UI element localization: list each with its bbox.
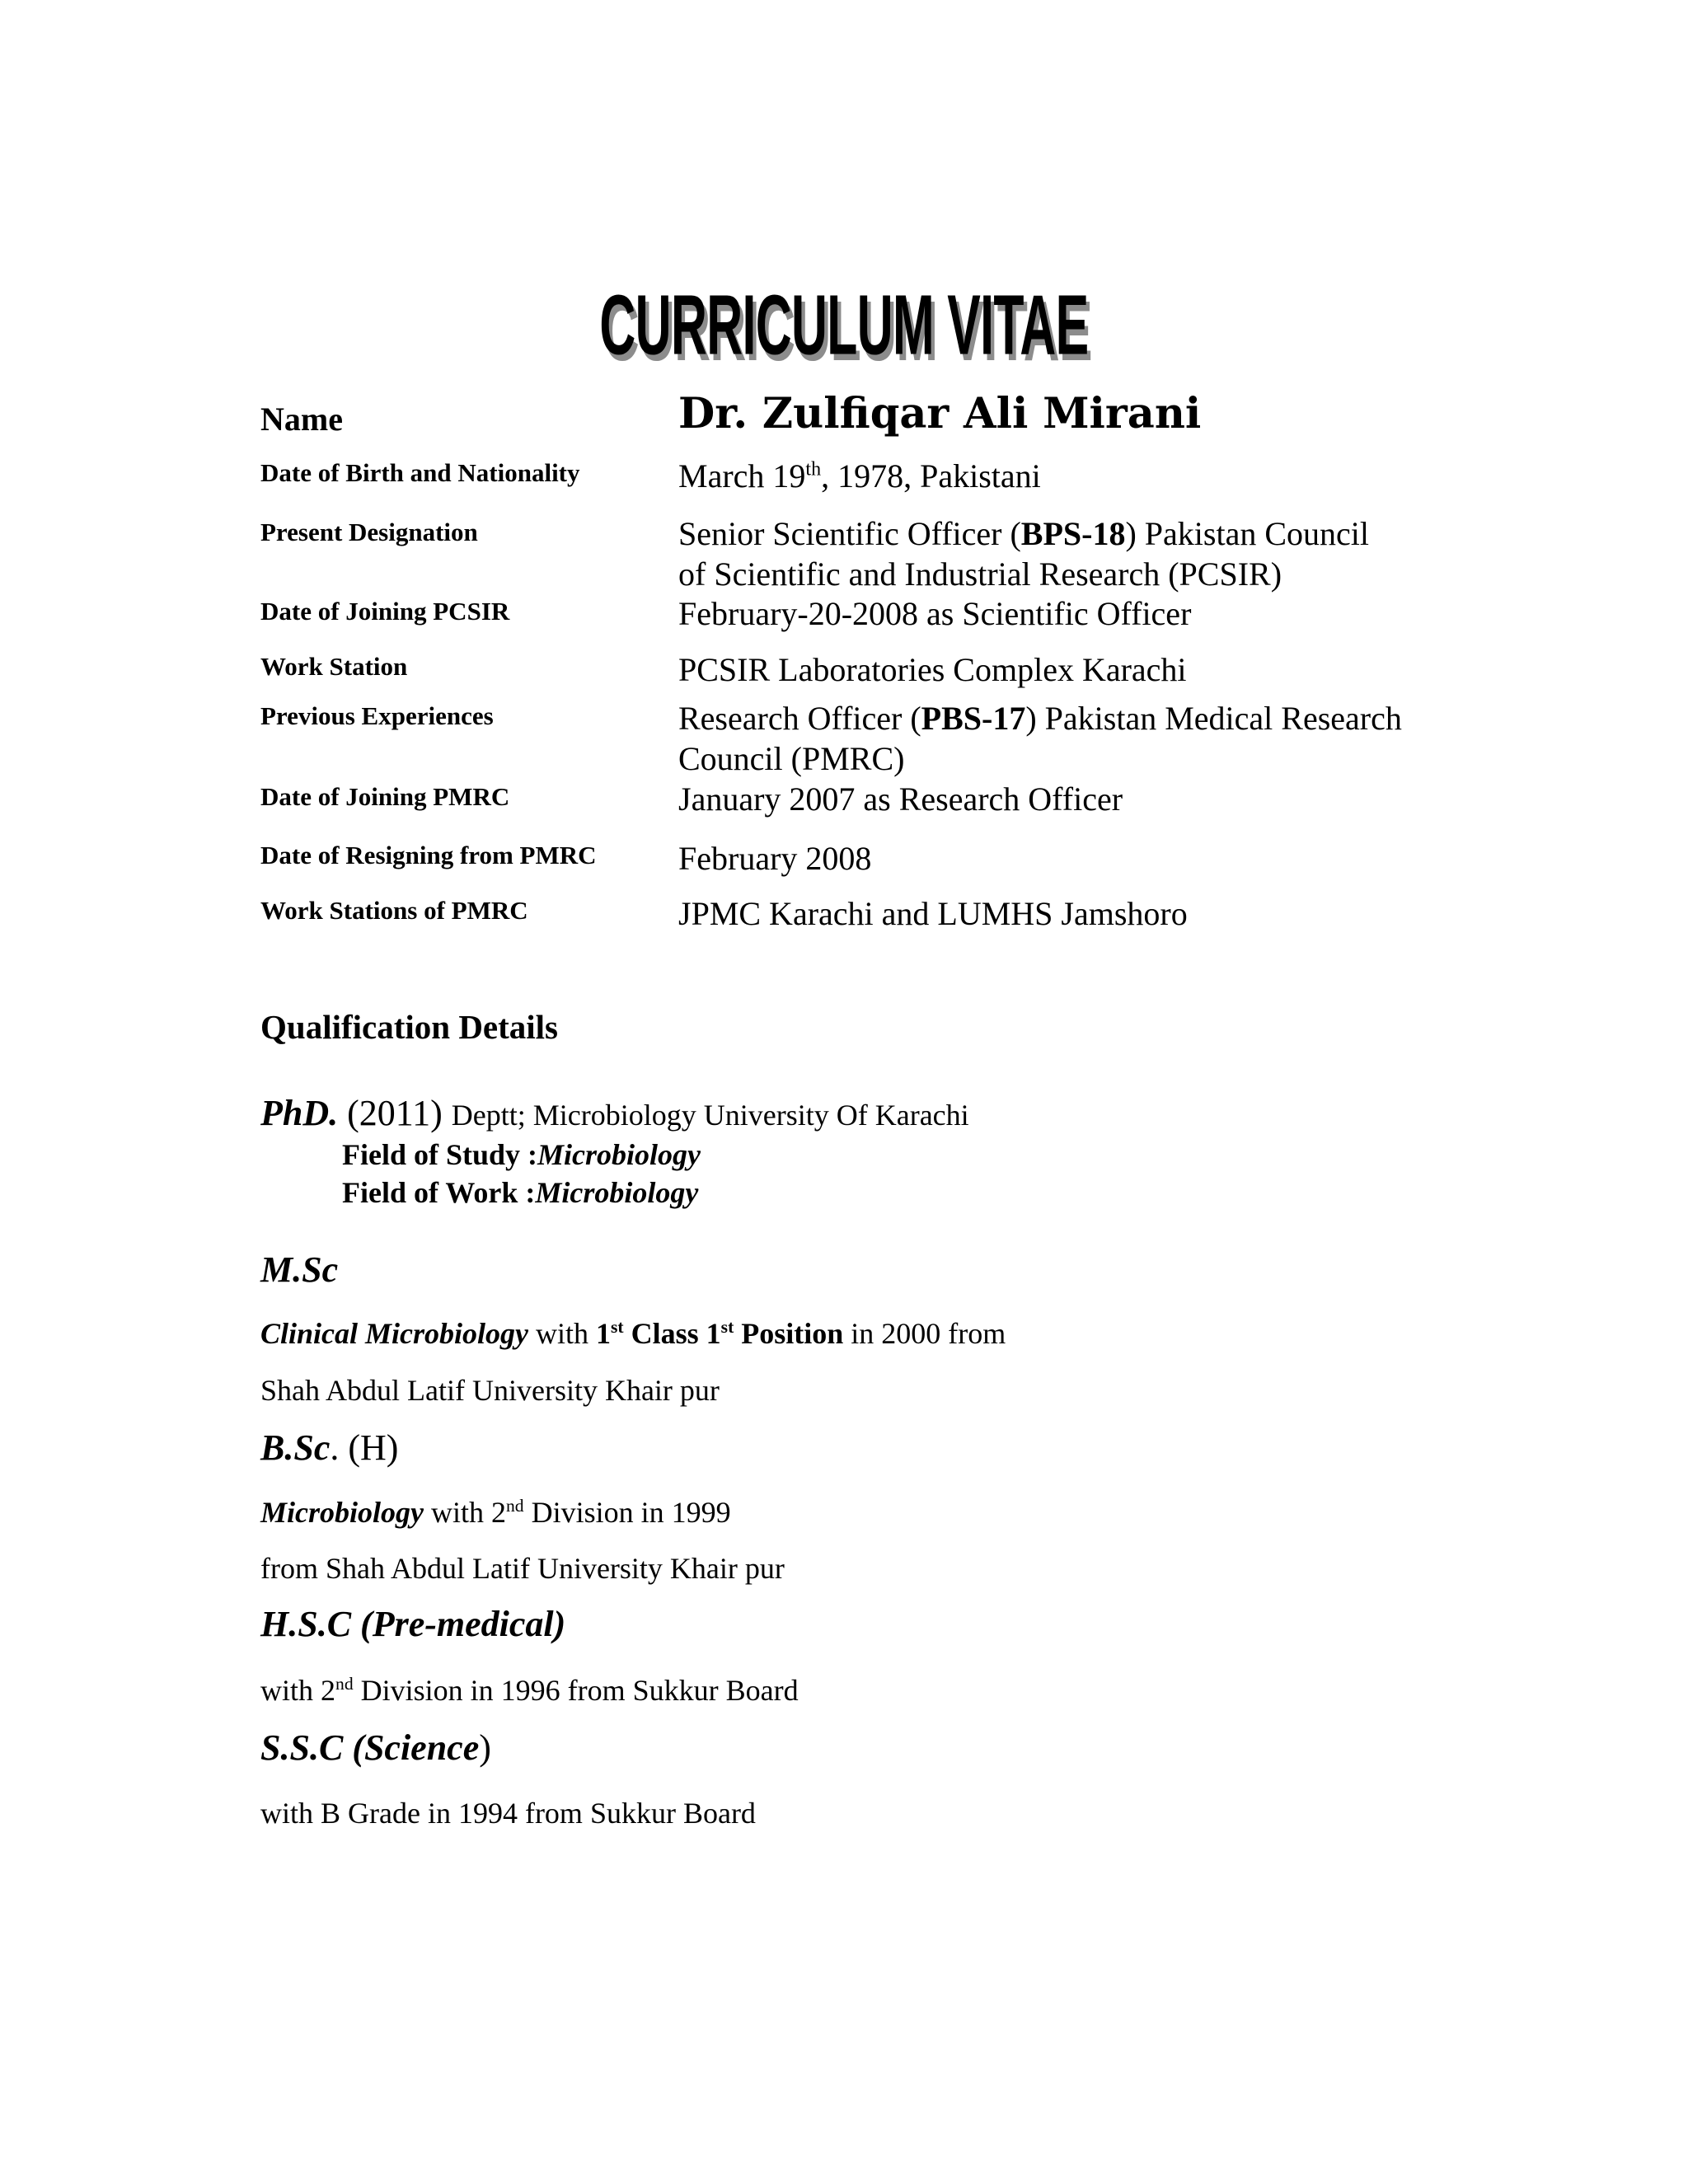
designation-value xyxy=(678,513,1503,594)
hsc-sup: nd xyxy=(335,1674,354,1694)
ssc-degree-line xyxy=(260,1727,491,1769)
dob-label: Date of Birth and Nationality xyxy=(260,458,580,487)
prev-exp-grade: PBS-17 xyxy=(921,700,1026,737)
joining-pmrc-value: January 2007 as Research Officer xyxy=(678,780,1123,818)
joining-pcsir-label: Date of Joining PCSIR xyxy=(260,597,510,626)
ssc-detail: with B Grade in 1994 from Sukkur Board xyxy=(260,1797,756,1830)
dob-rest: , 1978, Pakistani xyxy=(821,457,1041,494)
phd-line xyxy=(260,1092,969,1134)
prev-exp-line2: Council (PMRC) xyxy=(678,740,905,777)
joining-pmrc-label: Date of Joining PMRC xyxy=(260,782,510,811)
prev-exp-post: ) Pakistan Medical Research xyxy=(1025,700,1402,737)
hsc-post: Division in 1996 from Sukkur Board xyxy=(353,1674,799,1707)
stations-pmrc-label: Work Stations of PMRC xyxy=(260,896,528,925)
dob-sup: th xyxy=(805,458,822,480)
msc-class-num: 1 xyxy=(596,1317,612,1350)
msc-pos-sup: st xyxy=(720,1317,734,1337)
msc-institution: Shah Abdul Latif University Khair pur xyxy=(260,1374,720,1407)
field-work-label: Field of Work : xyxy=(342,1176,536,1209)
name-label: Name xyxy=(260,401,343,438)
prev-exp-value xyxy=(678,698,1503,779)
field-study-label: Field of Study : xyxy=(342,1138,538,1171)
phd-field-work xyxy=(342,1175,698,1210)
designation-label: Present Designation xyxy=(260,518,478,546)
bsc-with: with 2 xyxy=(423,1496,506,1529)
bsc-degree-suffix: . (H) xyxy=(330,1427,399,1468)
joining-pcsir-value: February-20-2008 as Scientific Officer xyxy=(678,595,1192,632)
name-value: Dr. Zulfiqar Ali Mirani xyxy=(678,389,1202,438)
prev-exp-label: Previous Experiences xyxy=(260,701,494,730)
msc-year: in 2000 from xyxy=(843,1317,1006,1350)
msc-pos-word: Position xyxy=(734,1317,844,1350)
field-study-value: Microbiology xyxy=(537,1138,701,1171)
hsc-detail xyxy=(260,1673,799,1708)
msc-detail xyxy=(260,1316,1006,1351)
work-station-value: PCSIR Laboratories Complex Karachi xyxy=(678,651,1187,688)
phd-detail: Deptt; Microbiology University Of Karachi xyxy=(451,1099,969,1132)
bsc-detail xyxy=(260,1495,731,1530)
bsc-div-sup: nd xyxy=(506,1496,524,1516)
designation-post: ) Pakistan Council xyxy=(1125,515,1369,552)
phd-year: (2011) xyxy=(347,1093,443,1133)
bsc-subject: Microbiology xyxy=(260,1496,424,1529)
dob-value xyxy=(678,456,1503,496)
bsc-institution: from Shah Abdul Latif University Khair pur xyxy=(260,1552,785,1585)
msc-class-word: Class xyxy=(623,1317,706,1350)
hsc-pre: with 2 xyxy=(260,1674,336,1707)
qualification-heading: Qualification Details xyxy=(260,1008,559,1046)
msc-with: with xyxy=(528,1317,597,1350)
ssc-degree: S.S.C (Science xyxy=(260,1727,480,1768)
designation-grade: BPS-18 xyxy=(1020,515,1126,552)
bsc-div-text: Division in 1999 xyxy=(523,1496,731,1529)
resign-pmrc-label: Date of Resigning from PMRC xyxy=(260,841,597,869)
msc-class-sup: st xyxy=(611,1317,624,1337)
hsc-degree: H.S.C (Pre-medical) xyxy=(260,1604,566,1644)
dob-month: March 19 xyxy=(678,457,806,494)
stations-pmrc-value: JPMC Karachi and LUMHS Jamshoro xyxy=(678,895,1188,932)
ssc-degree-close: ) xyxy=(479,1727,491,1768)
bsc-degree-line xyxy=(260,1427,398,1469)
resign-pmrc-value: February 2008 xyxy=(678,840,872,877)
cv-title: CURRICULUM VITAE xyxy=(599,277,1089,373)
msc-subject: Clinical Microbiology xyxy=(260,1317,529,1350)
phd-field-study xyxy=(342,1137,701,1172)
field-work-value: Microbiology xyxy=(535,1176,699,1209)
work-station-label: Work Station xyxy=(260,652,408,681)
prev-exp-pre: Research Officer ( xyxy=(678,700,921,737)
bsc-degree: B.Sc xyxy=(260,1427,331,1468)
phd-degree: PhD. xyxy=(260,1093,339,1133)
designation-pre: Senior Scientific Officer ( xyxy=(678,515,1021,552)
msc-pos-num: 1 xyxy=(706,1317,721,1350)
msc-degree: M.Sc xyxy=(260,1249,339,1290)
designation-line2: of Scientific and Industrial Research (PCSIR) xyxy=(678,555,1282,593)
